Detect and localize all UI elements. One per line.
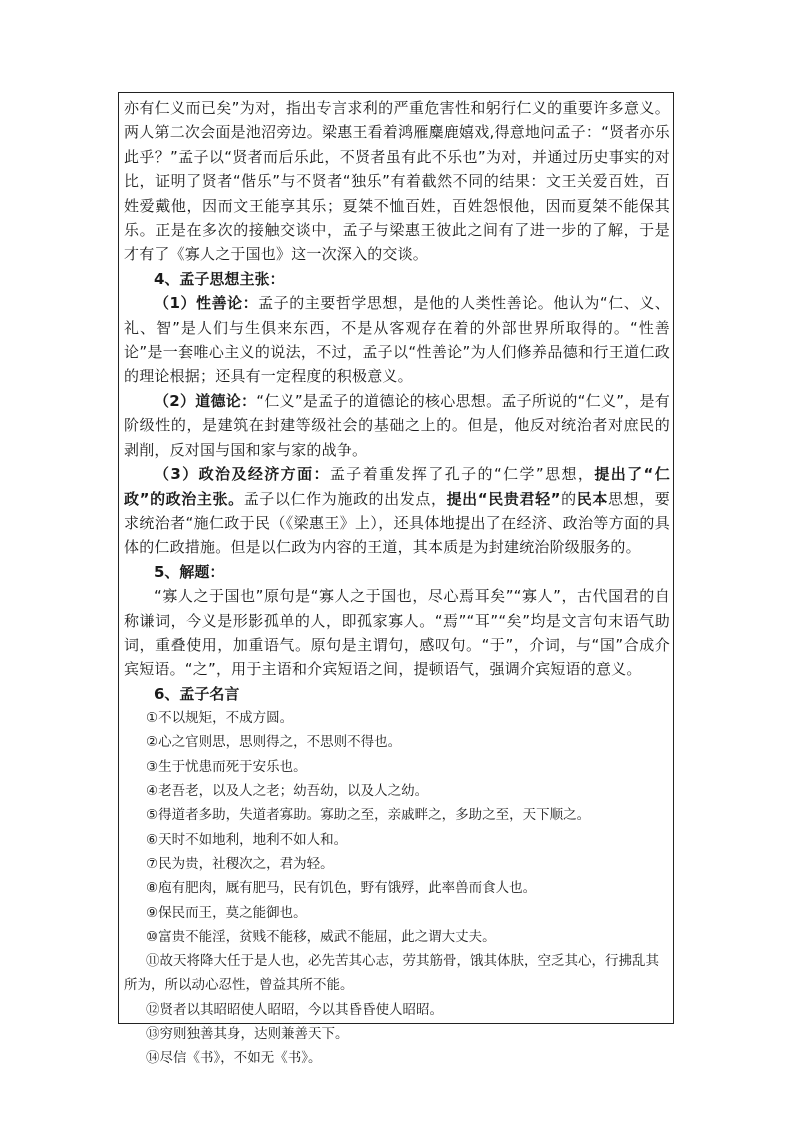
item3-text-b: 孟子以仁作为施政的出发点， [243, 489, 447, 508]
intro-paragraph: 亦有仁义而已矣”为对，指出专言求利的严重危害性和躬行仁义的重要许多意义。两人第二次会面是池沼旁边。梁惠王看着鸿雁麋鹿嬉戏,得意地问孟子：“贤者亦乐此乎？”孟子以“贤者而后乐此，不贤者虽有此不乐也”为对，并通过历史事实的对比，证明了贤者“偕乐”与不贤者“独乐”有着截然不同的结果：文王关爱百姓，百姓爱戴他，因而文王能享其乐；夏桀不恤百姓，百姓怨恨他，因而夏桀不能保其乐。正是在多次的接触交谈中，孟子与梁惠王彼此之间有了进一步的了解，于是才有了《寡人之于国也》这一次深入的交谈。 [124, 99, 670, 264]
quote-item: ⑫贤者以其昭昭使人昭昭，今以其昏昏使人昭昭。 [146, 1001, 443, 1018]
item1-label: （1）性善论： [154, 294, 259, 313]
section4-item1 [124, 291, 670, 389]
item3-label: （3）政治及经济方面： [154, 465, 330, 484]
item2-label: （2）道德论： [154, 391, 257, 410]
quote-item: ③生于忧患而死于安乐也。 [146, 758, 307, 775]
quote-item: ⑦民为贵，社稷次之，君为轻。 [146, 855, 334, 872]
quote-item: ②心之官则思，思则得之，不思则不得也。 [146, 734, 402, 751]
quote-item: ①不以规矩，不成方圆。 [146, 710, 294, 727]
document-body [124, 96, 670, 1071]
item3-bold-b: 提出“民贵君轻” [446, 489, 561, 508]
quote-item: ⑬穷则独善其身，达则兼善天下。 [146, 1026, 349, 1043]
quote-item: ⑨保民而王，莫之能御也。 [146, 904, 307, 921]
item3-text-a: 孟子着重发挥了孔子的“仁学”思想， [329, 465, 595, 484]
item3-bold-a: 提出了“仁政”的政治主张。 [124, 465, 670, 508]
quote-item: ⑥天时不如地利，地利不如人和。 [146, 831, 348, 848]
quote-item: ⑪故天将降大任于是人也，必先苦其心志，劳其筋骨，饿其体肤，空乏其心，行拂乱其所为，所以动心忍性，曾益其所不能。 [124, 953, 659, 994]
item3-text-d: 思想，要求统治者“施仁政于民（《梁惠王》上），还具体地提出了在经济、政治等方面的具体的仁政措施。但是以仁政为内容的王道，其本质是为封建统治阶级服务的。 [124, 489, 670, 557]
quote-item: ⑤得道者多助，失道者寡助。寡助之至，亲戚畔之，多助之至，天下顺之。 [146, 807, 591, 824]
section4-heading: 4、孟子思想主张： [154, 269, 285, 288]
item1-text: 孟子的主要哲学思想，是他的人类性善论。他认为“仁、义、礼、智”是人们与生俱来东西，不是从客观存在着的外部世界所取得的。“性善论”是一套唯心主义的说法，不过，孟子以“性善论”为人们修养品德和行王道仁政的理论根据；还具有一定程度的积极意义。 [124, 294, 670, 386]
section4-item3 [124, 462, 670, 560]
quote-item: ⑧庖有肥肉，厩有肥马，民有饥色，野有饿殍，此率兽而食人也。 [146, 880, 537, 897]
item3-bold-c: 民本 [576, 489, 608, 508]
quote-item: ⑭尽信《书》，不如无《书》。 [146, 1050, 322, 1067]
quote-item: ⑩富贵不能淫，贫贱不能移，威武不能屈，此之谓大丈夫。 [146, 928, 496, 945]
section5-text: “寡人之于国也”原句是“寡人之于国也，尽心焉耳矣”“寡人”，古代国君的自称谦词，今义是形影孤单的人，即孤家寡人。“焉”“耳”“矣”均是文言句末语气助词，重叠使用，加重语气。原句是主谓句，感叹句。“于”，介词，与“国”合成介宾短语。“之”，用于主语和介宾短语之间，提顿语气，强调介宾短语的意义。 [124, 587, 670, 679]
section6-heading: 6、孟子名言 [154, 684, 240, 703]
item2-text: “仁义”是孟子的道德论的核心思想。孟子所说的“仁义”，是有阶级性的，是建筑在封建等级社会的基础之上的。但是，他反对统治者对庶民的剥削，反对国与国和家与家的战争。 [124, 391, 670, 459]
section4-item2 [124, 389, 670, 462]
quote-item: ④老吾老，以及人之老；幼吾幼，以及人之幼。 [146, 783, 429, 800]
item3-text-c: 的 [560, 489, 577, 508]
quote-list [124, 706, 670, 1070]
section5-heading: 5、解题： [154, 562, 225, 581]
